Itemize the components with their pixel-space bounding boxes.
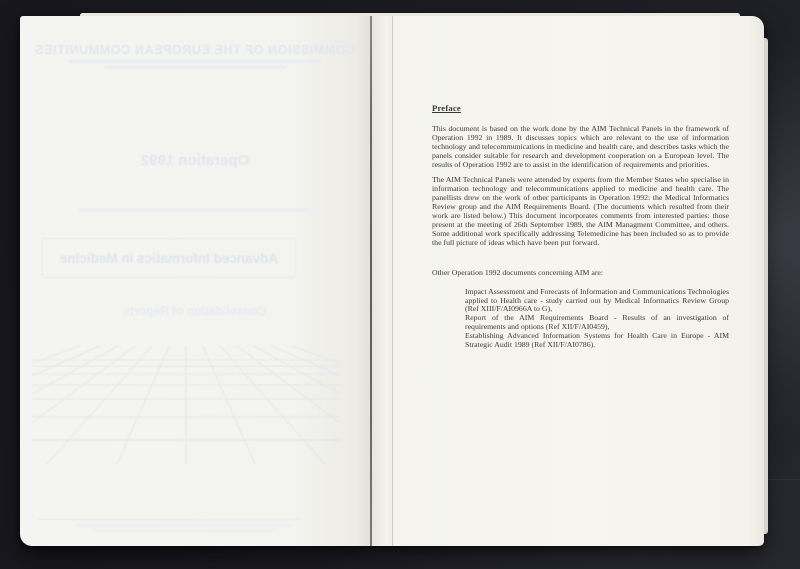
bleedthrough-subtitle-bar	[69, 60, 321, 63]
document-reference-item: Establishing Advanced Information Systems for Health Care in Europe - AIM Strategic Audit 1989 (Ref XII/F/AI0786).	[465, 331, 729, 350]
background-seam	[766, 479, 800, 480]
other-documents-intro: Other Operation 1992 documents concerning AIM are:	[432, 267, 604, 277]
page-fold-crease	[392, 16, 393, 546]
bleedthrough-text-bar	[80, 208, 311, 212]
perspective-grid-graphic	[32, 346, 340, 464]
bleedthrough-report-title: Consolidation of Reports	[123, 304, 267, 318]
bleedthrough-title-box	[42, 238, 296, 278]
preface-paragraph: The AIM Technical Panels were attended by experts from the Member States who specialise in information technology and telecommunications applied to medicine and health care. The panellists drew on the work of other participants in Operation 1992: the Medical Informatics Review group and the AIM Requirements Board. (The documents which resulted from their work are listed below.) This document incorporates comments from interested parties: those present at the meeting of 26th September 1989, the AIM Managment Committee, and others. Some additional work specifically addressing Telemedicine has been included so as to provide the full picture of ideas which have been put forward.	[432, 175, 729, 247]
open-booklet	[20, 16, 764, 546]
document-reference-item: Impact Assessment and Forecasts of Information and Communications Technologies applied to Health care - study carried out by Medical Informatics Review Group (Ref XIII/F/AI0966A to G),	[465, 286, 729, 314]
bleedthrough-programme-title: Operation 1992	[140, 152, 250, 169]
right-page	[372, 16, 764, 546]
left-page	[20, 16, 370, 546]
bleedthrough-footer-rule	[38, 519, 300, 520]
bleedthrough-subtitle-bar	[104, 66, 286, 69]
preface-text-block	[432, 104, 729, 350]
cover-bleedthrough-layer	[20, 16, 370, 546]
preface-paragraph: This document is based on the work done by the AIM Technical Panels in the framework of Operation 1992 in 1989. It discusses topics which are relevant to the use of information technology and telecommunications in medicine and health care, and describes tasks which the panels consider suitable for research and development cooperation on a European level. The results of Operation 1992 are to assist in the identification of requirements and priorities.	[432, 123, 729, 169]
document-reference-item: Report of the AIM Requirements Board - Results of an investigation of requirements and options (Ref XII/F/AI0459),	[465, 313, 729, 332]
preface-heading: Preface	[432, 103, 461, 113]
bleedthrough-footer-text-bar	[76, 524, 293, 527]
bleedthrough-boxed-title: Advanced Informatics in Medicine	[59, 250, 279, 266]
bleedthrough-commission-title: COMMISSION OF THE EUROPEAN COMMUNITIES	[34, 43, 356, 57]
bleedthrough-footer-text-bar	[94, 529, 276, 532]
other-documents-list	[432, 288, 729, 350]
